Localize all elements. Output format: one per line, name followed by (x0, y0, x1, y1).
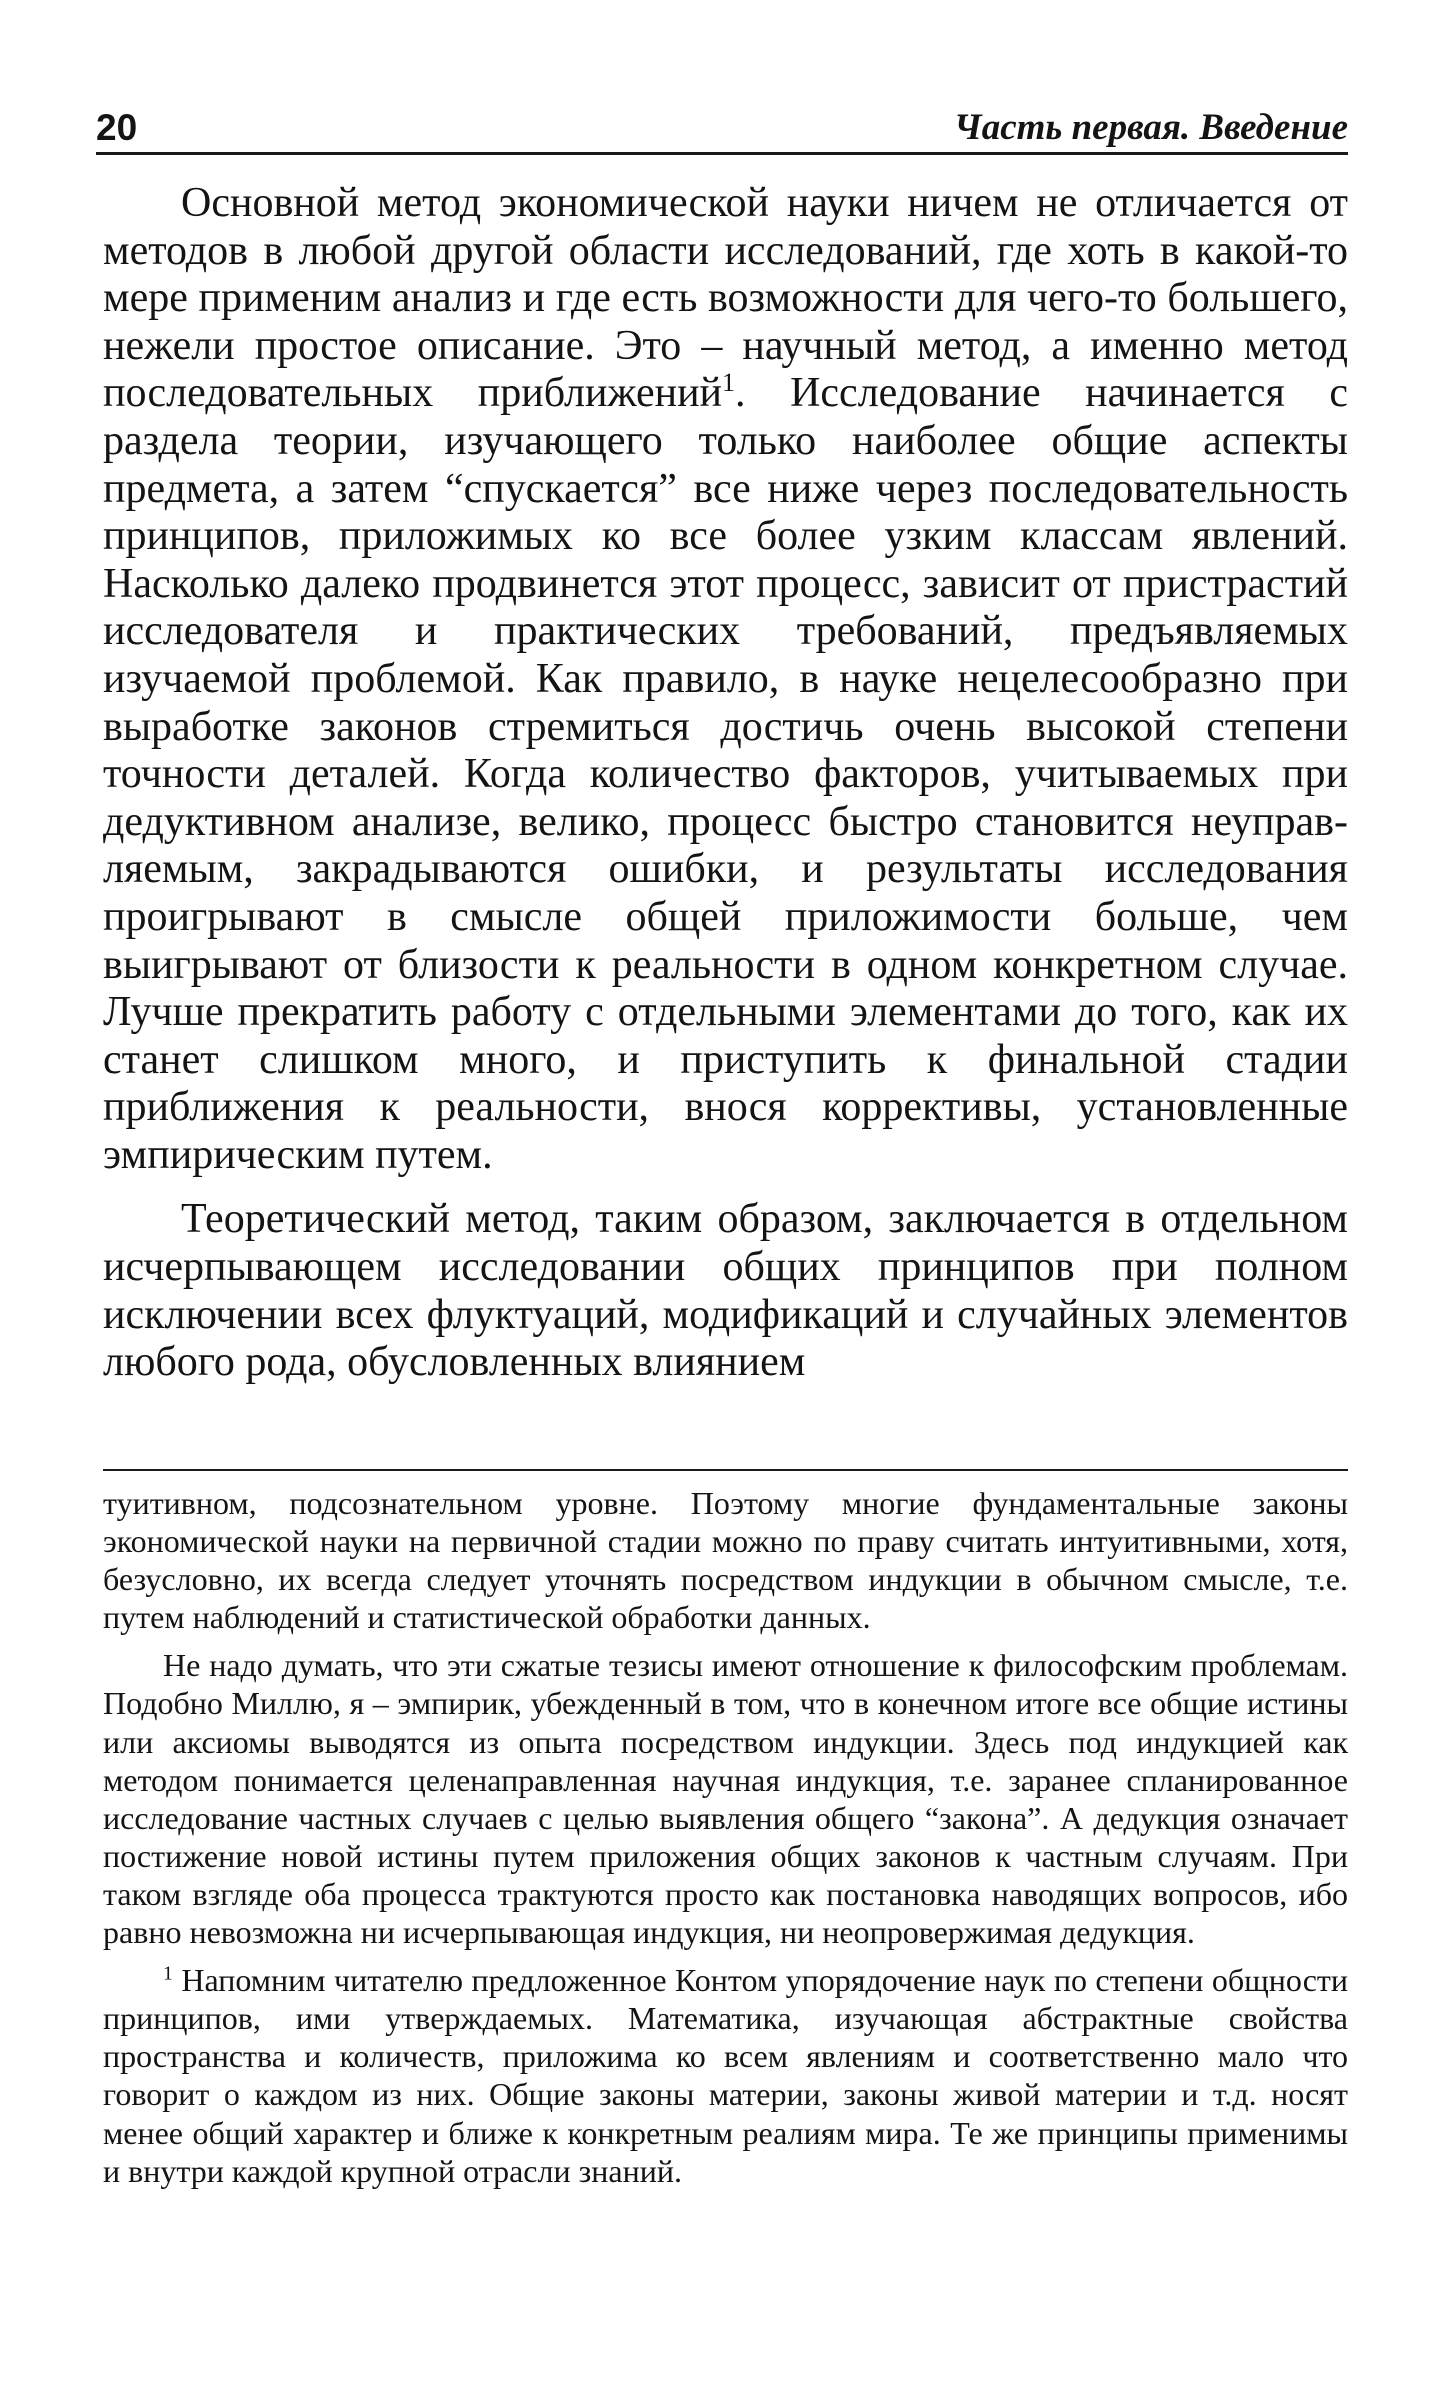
paragraph-text: Основной метод экономической науки ничем не отличается от методов в любой другой области исследований, где хоть в какой-то мере применим анализ и где есть возможности для чего-то большего, нежели простое описание. Это – научный метод, а именно метод последовательных приближений (103, 180, 1348, 417)
main-text (103, 180, 1348, 1387)
footnote-1 (103, 1961, 1348, 2190)
footnote-text: Напомним читателю предложенное Контом упорядочение наук по степени общности принципов, ими утверждаемых. Математика, изучающая абстрактные свойства пространства и количеств, приложима ко всем явлениям и соответственно мало что говорит о каждом из них. Общие законы материи, законы живой материи и т.д. носят менее общий характер и ближе к конкретным реалиям мира. Те же принципы применимы и внутри каждой крупной отрасли знаний. (103, 1962, 1348, 2189)
page-number: 20 (96, 107, 138, 148)
running-head (96, 100, 1348, 150)
paragraph-theoretical-method: Теоретический метод, таким образом, заключается в отдельном исчерпывающем исследовании общих принципов при полном исключении всех флуктуаций, модификаций и случайных элементов любого рода, обусловленных влиянием (103, 1196, 1348, 1386)
footnote-paragraph: Не надо думать, что эти сжатые тезисы имеют отношение к философским проблемам. Подобно Миллю, я – эмпирик, убежденный в том, что в конечном итоге все общие истины или аксиомы выводятся из опыта посредством индукции. Здесь под индукцией как методом понимается целенаправленная научная индукция, т.е. заранее спланированное исследование частных случаев с целью выявления общего “закона”. А дедукция означает постижение новой истины путем приложения общих законов к частным случаям. При таком взгляде оба процесса трактуются просто как постановка наводящих вопросов, ибо равно невозможна ни исчерпывающая индукция, ни неопровержимая дедукция. (103, 1647, 1348, 1951)
footnote-reference: 1 (722, 368, 736, 398)
paragraph-scientific-method (103, 180, 1348, 1179)
running-head-title: Часть первая. Введение (954, 107, 1348, 148)
paragraph-text: . Исследование начинается с раздела теории, изучающего только наиболее общие аспекты предмета, а затем “спускается” все ниже через последовательность принципов, приложимых ко все более узким классам явлений. Насколько далеко продвинется этот процесс, зависит от пристрастий исследователя и практических требований, предъявляемых изучаемой проблемой. Как правило, в науке нецелесообразно при выработке законов стремиться достичь очень высокой степени точности деталей. Когда количество факторов, учитываемых при дедуктивном анализе, велико, процесс быстро становится неуправляемым, закрадываются ошибки, и результаты исследования проигрывают в смысле общей приложимости больше, чем выигрывают от близости к реальности в одном конкретном случае. Лучше прекратить работу с отдельными элементами до того, как их станет слишком много, и приступить к финальной стадии приближения к реальности, внося коррективы, установленные эмпирическим путем. (103, 370, 1348, 1178)
footnote-continuation: туитивном, подсознательном уровне. Поэтому многие фундаментальные законы экономической науки на первичной стадии можно по праву считать интуитивными, хотя, безусловно, их всегда следует уточнять посредством индукции в обычном смысле, т.е. путем наблюдений и статистической обработки данных. (103, 1485, 1348, 1636)
footnote-marker: 1 (163, 1962, 173, 1985)
footnotes (103, 1484, 1348, 2190)
header-rule (96, 152, 1348, 155)
footnote-separator (103, 1469, 1348, 1471)
